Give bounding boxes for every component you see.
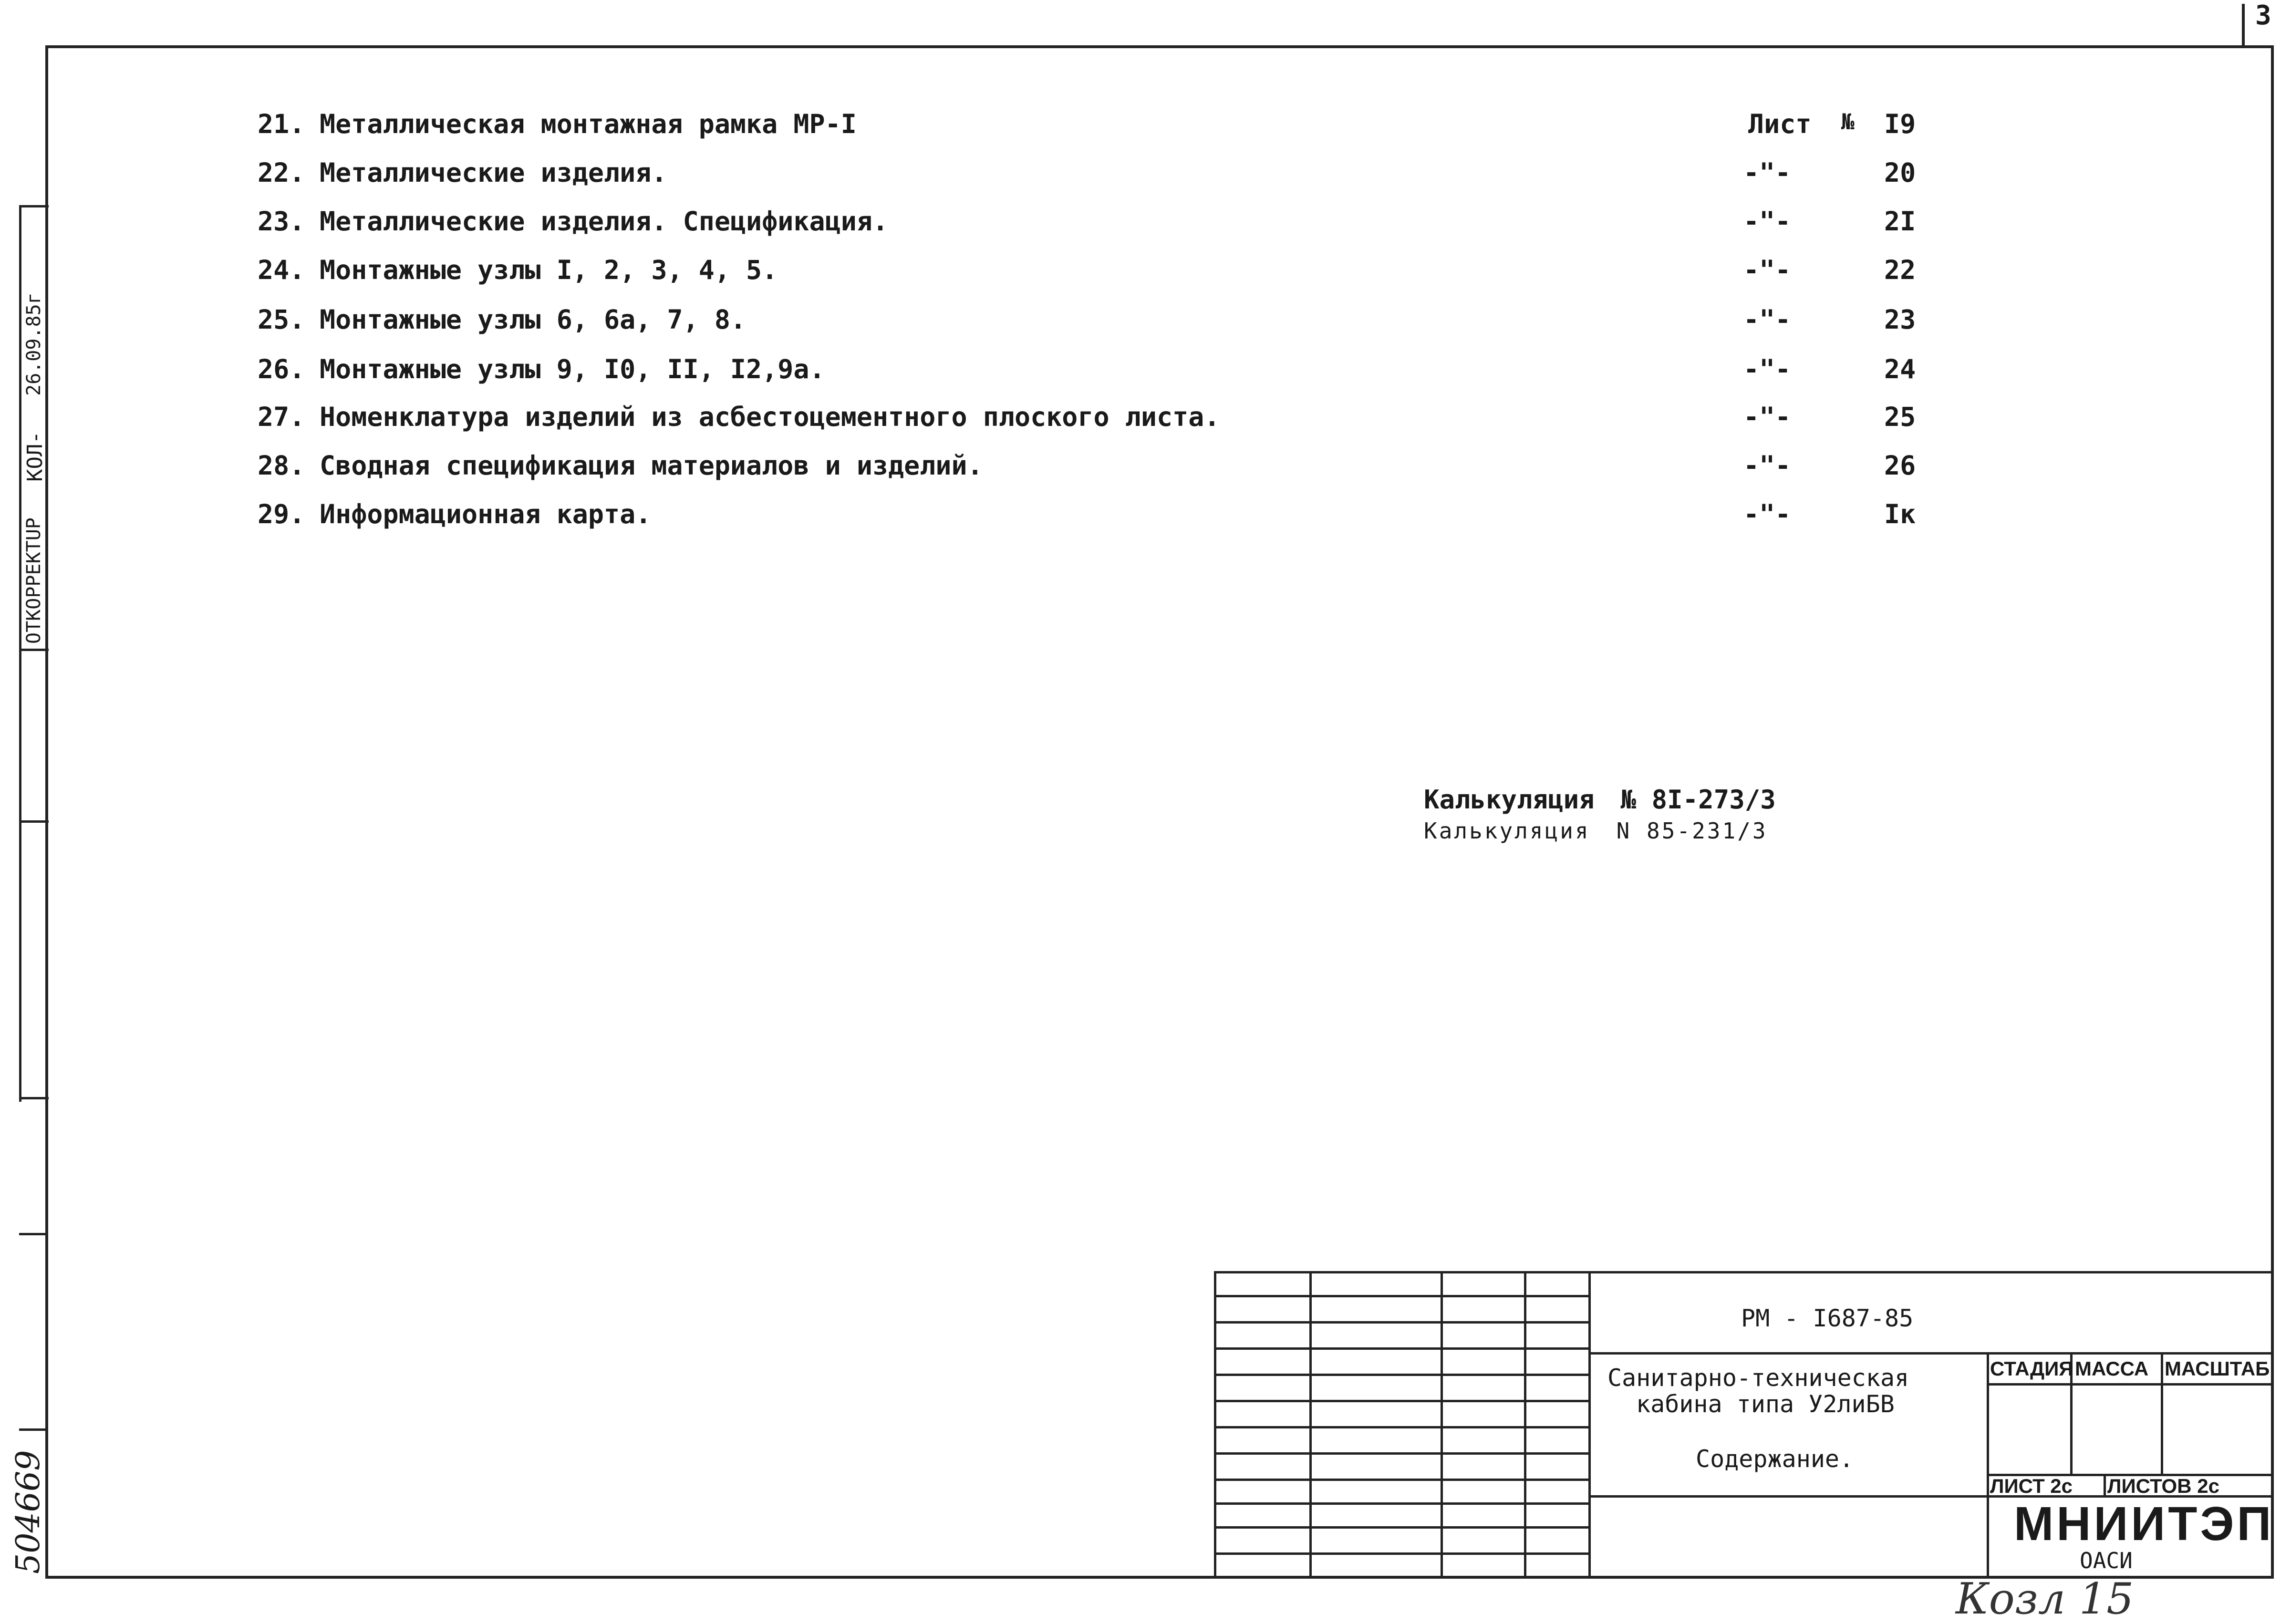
sheet-header-label: Лист (1748, 109, 1812, 139)
ditto-mark: -"- (1743, 157, 1791, 188)
item-number: 26. (258, 354, 305, 384)
document-title-line2: кабина типа У2лиБВ (1636, 1390, 1895, 1418)
item-number: 25. (258, 304, 305, 335)
ditto-mark: -"- (1743, 499, 1791, 529)
item-title: Металлическая монтажная рамка МР-I (320, 109, 857, 139)
grid-line (1214, 1552, 1588, 1555)
sheet-number: 22 (1884, 255, 1916, 285)
title-block-border (1214, 1271, 2274, 1273)
calculation-line (1424, 785, 1776, 815)
contents-item (258, 304, 746, 335)
grid-line (1214, 1321, 1588, 1324)
item-number: 29. (258, 499, 305, 529)
contents-item (258, 255, 777, 285)
item-number: 24. (258, 255, 305, 285)
grid-line (1524, 1271, 1526, 1579)
ditto-mark: -"- (1743, 402, 1791, 432)
item-number: 28. (258, 450, 305, 481)
grid-line (1214, 1479, 1588, 1481)
grid-line (1214, 1347, 1588, 1350)
signature: Козл 15 (1956, 1574, 2134, 1624)
stage-label: СТАДИЯ (1990, 1357, 2073, 1380)
inventory-number: 504669 (10, 1450, 47, 1574)
sheet-number: 24 (1884, 354, 1916, 384)
grid-line (1214, 1502, 1588, 1505)
ditto-mark: -"- (1743, 206, 1791, 237)
margin-divider (19, 1097, 49, 1099)
item-title: Монтажные узлы 9, I0, II, I2,9а. (320, 354, 825, 384)
grid-line (2104, 1474, 2106, 1495)
calculation-label: Калькуляция (1424, 785, 1595, 815)
item-number: 23. (258, 206, 305, 237)
item-number: 21. (258, 109, 305, 139)
margin-divider (19, 649, 49, 651)
calculation-line (1424, 818, 1768, 844)
sheet-number: I9 (1884, 109, 1916, 139)
item-number: 22. (258, 157, 305, 188)
item-title: Металлические изделия. Спецификация. (320, 206, 889, 237)
sheet-number: 23 (1884, 304, 1916, 335)
sheet-number: 26 (1884, 450, 1916, 481)
item-title: Монтажные узлы I, 2, 3, 4, 5. (320, 255, 778, 285)
contents-item (258, 157, 667, 188)
organization-subunit: ОАСИ (2080, 1548, 2133, 1573)
margin-divider (19, 820, 49, 823)
item-number: 27. (258, 402, 305, 432)
margin-divider (19, 205, 49, 207)
sheet-number: 20 (1884, 157, 1916, 188)
grid-line (1214, 1295, 1588, 1297)
contents-item (258, 354, 825, 384)
grid-line (1214, 1452, 1588, 1455)
item-title: Металлические изделия. (320, 157, 667, 188)
margin-proofreader-label: OTKOPPEKTUP (23, 517, 45, 644)
ditto-mark: -"- (1743, 304, 1791, 335)
ditto-mark: -"- (1743, 255, 1791, 285)
calculation-number: № 8I-273/3 (1620, 785, 1776, 815)
grid-line (2161, 1352, 2163, 1474)
grid-line (1214, 1526, 1588, 1529)
grid-line (1441, 1271, 1443, 1579)
document-code: РМ - I687-85 (1741, 1304, 1914, 1332)
item-title: Монтажные узлы 6, 6а, 7, 8. (320, 304, 746, 335)
grid-line (1214, 1400, 1588, 1402)
grid-line (1588, 1271, 1591, 1579)
calculation-number: N 85-231/3 (1616, 818, 1768, 844)
margin-code: КОЛ- (23, 431, 47, 482)
item-title: Информационная карта. (320, 499, 652, 529)
sheet-label: ЛИСТ 2с (1990, 1475, 2073, 1497)
title-block-border (1214, 1271, 1216, 1579)
document-title-line1: Санитарно-техническая (1607, 1364, 1909, 1392)
page-number: 3 (2255, 0, 2271, 31)
mass-label: МАССА (2075, 1357, 2149, 1380)
ditto-mark: -"- (1743, 450, 1791, 481)
contents-item (258, 499, 651, 529)
contents-item (258, 402, 1220, 432)
contents-item (258, 450, 983, 481)
sheet-header-no-sign: № (1841, 109, 1855, 134)
sheet-number: Iк (1884, 499, 1916, 529)
grid-line (1309, 1271, 1312, 1579)
margin-date: 26.09.85г (23, 292, 45, 396)
grid-line (1214, 1374, 1588, 1376)
item-title: Сводная спецификация материалов и изделий. (320, 450, 983, 481)
grid-line (1987, 1352, 1989, 1579)
corner-divider (2242, 4, 2245, 47)
grid-line (1588, 1352, 2274, 1355)
document-subtitle: Содержание. (1696, 1445, 1854, 1473)
margin-tick (19, 1233, 48, 1235)
ditto-mark: -"- (1743, 354, 1791, 384)
sheets-label: ЛИСТОВ 2с (2107, 1475, 2219, 1497)
scale-label: МАСШТАБ (2165, 1357, 2270, 1380)
grid-line (1987, 1383, 2274, 1386)
contents-item (258, 206, 888, 237)
margin-tick (19, 1428, 48, 1431)
calculation-label: Калькуляция (1424, 818, 1590, 844)
contents-item (258, 109, 857, 139)
grid-line (1214, 1426, 1588, 1428)
organization-name: МНИИТЭП (2014, 1497, 2274, 1551)
item-title: Номенклатура изделий из асбестоцементного плоского листа. (320, 402, 1220, 432)
sheet-number: 25 (1884, 402, 1916, 432)
sheet-number: 2I (1884, 206, 1916, 237)
